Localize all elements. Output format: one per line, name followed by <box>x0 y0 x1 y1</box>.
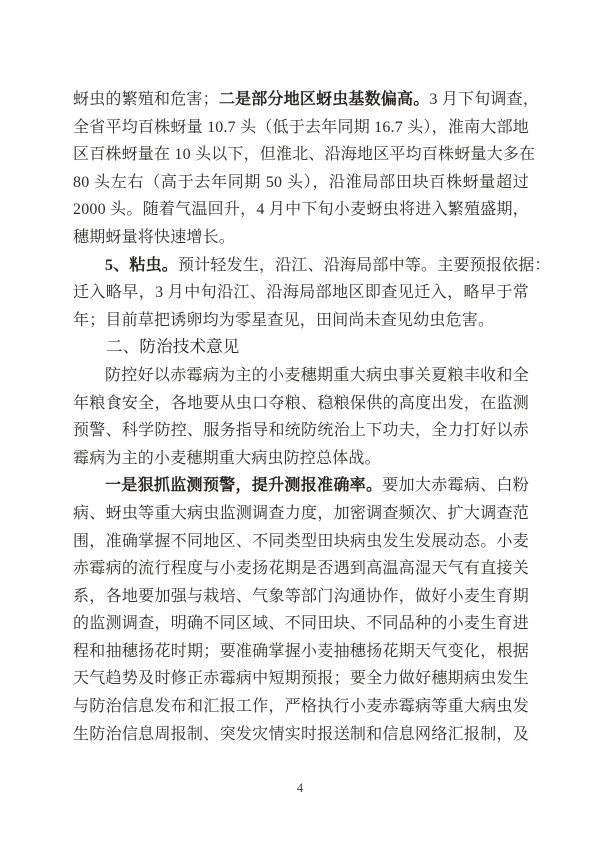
text-run: 年；目前草把诱卵均为零星查见，田间尚未查见幼虫危害。 <box>73 311 495 329</box>
text-line <box>73 362 529 390</box>
document-body <box>73 86 551 748</box>
text-run: 天气趋势及时修正赤霉病中短期预报；要全力做好穗期病虫发生 <box>73 670 529 688</box>
text-run: 2000 头。随着气温回升，4 月中下旬小麦蚜虫将进入繁殖盛期， <box>73 201 529 219</box>
text-line <box>73 196 529 224</box>
heading-text: 二、防治技术意见 <box>106 338 240 357</box>
text-run: 穗期蚜量将快速增长。 <box>73 228 236 246</box>
text-run: 生防治信息周报制、突发灾情实时报送制和信息网络汇报制，及 <box>73 725 529 743</box>
page-footer <box>0 781 600 796</box>
text-run: 防控好以赤霉病为主的小麦穗期重大病虫事关夏粮丰收和全 <box>105 366 529 384</box>
text-run: 病、蚜虫等重大病虫监测调查力度，加密调查频次、扩大调查范 <box>73 504 529 522</box>
text-line <box>73 390 529 418</box>
text-line <box>73 445 529 473</box>
text-line <box>73 114 529 142</box>
text-run: 的监测调查，明确不同区域、不同田块、不同品种的小麦生育进 <box>73 615 529 633</box>
text-line <box>73 528 529 556</box>
text-run: 全省平均百株蚜量 10.7 头（低于去年同期 16.7 头），淮南大部地 <box>73 118 529 136</box>
text-run: 区百株蚜量在 10 头以下，但淮北、沿海地区平均百株蚜量大多在 <box>73 146 536 164</box>
text-line <box>73 500 529 528</box>
text-line <box>73 252 551 280</box>
text-run: 系，各地要加强与栽培、气象等部门沟通协作，做好小麦生育期 <box>73 587 529 605</box>
text-run: 迁入略早，3 月中旬沿江、沿海局部地区即查见迁入，略早于常 <box>73 284 529 302</box>
page-number: 4 <box>296 781 304 795</box>
text-run: 预警、科学防控、服务指导和统防统治上下功夫，全力打好以赤 <box>73 422 529 440</box>
text-run-bold: 5、粘虫。 <box>105 256 179 274</box>
text-line <box>73 610 529 638</box>
text-line <box>73 472 529 500</box>
text-run: 程和抽穗扬花时期；要准确掌握小麦抽穗扬花期天气变化，根据 <box>73 642 529 660</box>
text-run: 赤霉病的流行程度与小麦扬花期是否遇到高温高湿天气有直接关 <box>73 560 529 578</box>
text-line <box>73 86 540 114</box>
text-line <box>73 141 536 169</box>
text-run-bold: 二是部分地区蚜虫基数偏高。 <box>218 91 430 108</box>
text-run: 80 头左右（高于去年同期 50 头），沿淮局部田块百株蚜量超过 <box>73 173 529 191</box>
text-line <box>73 665 529 693</box>
text-run-bold: 一是狠抓监测预警，提升测报准确率。 <box>105 477 383 495</box>
text-run: 预计轻发生，沿江、沿海局部中等。主要预报依据： <box>178 256 551 274</box>
text-run: 年粮食安全，各地要从虫口夺粮、稳粮保供的高度出发，在监测 <box>73 394 529 412</box>
text-run: 3 月下旬调查， <box>429 91 540 108</box>
section-heading <box>73 334 529 362</box>
text-line <box>73 307 529 335</box>
text-run: 要加大赤霉病、白粉 <box>382 477 529 495</box>
text-line <box>73 169 529 197</box>
text-line <box>73 224 529 252</box>
text-run: 围，准确掌握不同地区、不同类型田块病虫发生发展动态。小麦 <box>73 532 529 550</box>
text-line <box>73 279 529 307</box>
text-run: 霉病为主的小麦穗期重大病虫防控总体战。 <box>73 449 381 467</box>
text-line <box>73 583 529 611</box>
text-run: 蚜虫的繁殖和危害； <box>73 91 219 108</box>
text-run: 与防治信息发布和汇报工作，严格执行小麦赤霉病等重大病虫发 <box>73 698 529 716</box>
text-line <box>73 417 529 445</box>
text-line <box>73 721 529 749</box>
text-line <box>73 693 529 721</box>
text-line <box>73 638 529 666</box>
text-line <box>73 555 529 583</box>
